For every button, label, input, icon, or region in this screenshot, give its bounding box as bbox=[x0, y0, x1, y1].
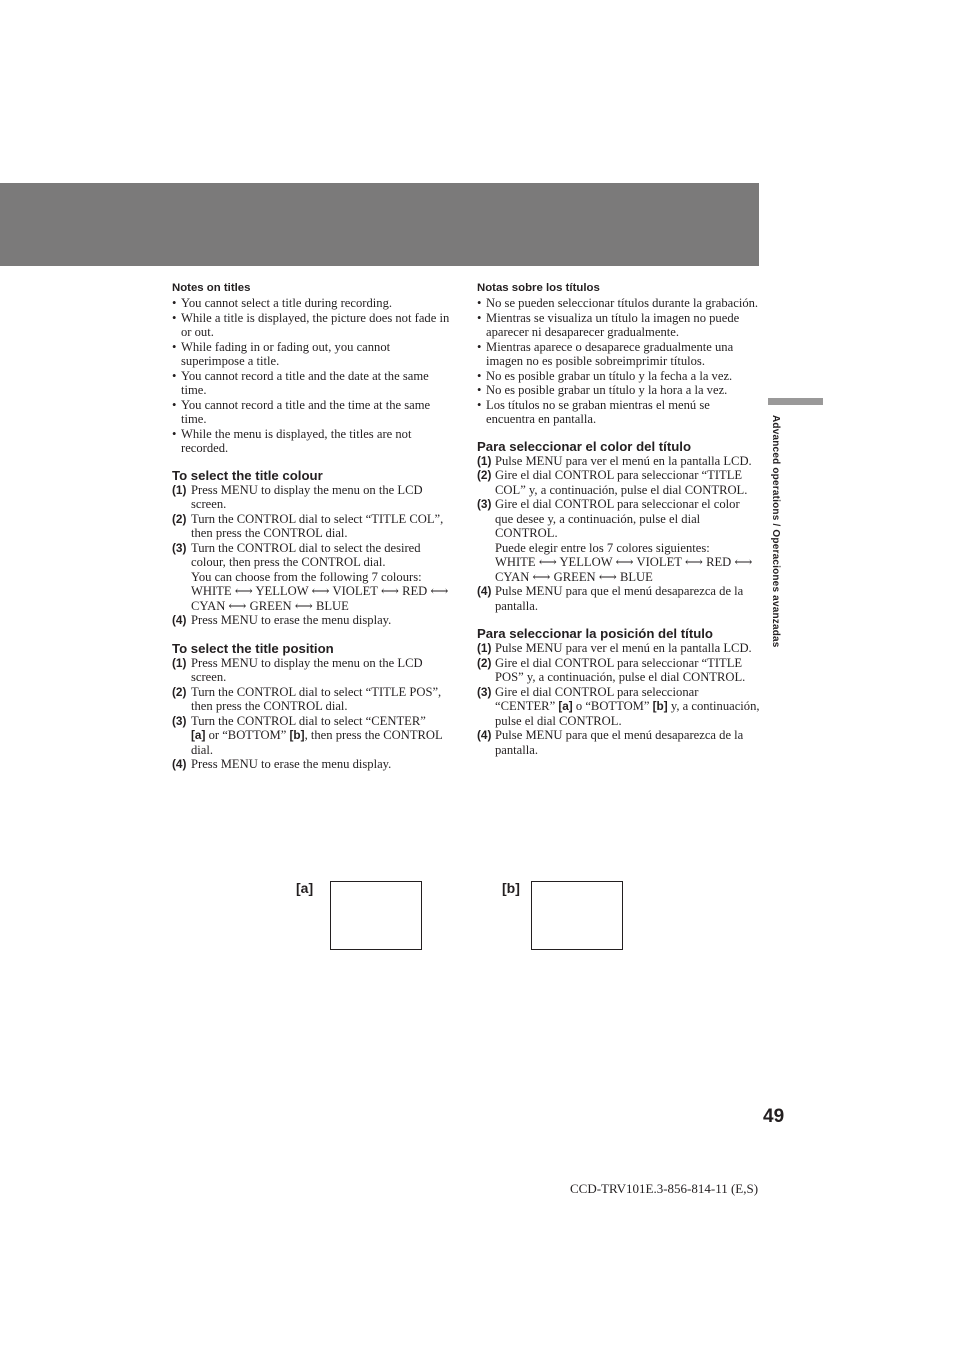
note-item: • You cannot select a title during recording. bbox=[172, 296, 454, 311]
step-number: (3) bbox=[172, 540, 187, 555]
step-text: y, a continuación, pulse el dial CONTROL. bbox=[495, 699, 760, 728]
position-steps bbox=[172, 656, 454, 772]
position-section-title: To select the title position bbox=[172, 640, 334, 656]
step-item bbox=[172, 613, 454, 628]
step-text: Gire el dial CONTROL para seleccionar el color que desee y, a continuación, pulse el dial CONTROL. bbox=[495, 497, 740, 540]
step-extra: Puede elegir entre los 7 colores siguientes: bbox=[495, 540, 710, 555]
note-item: • No es posible grabar un título y la fecha a la vez. bbox=[477, 369, 760, 384]
step-text: Pulse MENU para ver el menú en la pantalla LCD. bbox=[495, 641, 752, 655]
figure-ref-b: [b] bbox=[289, 728, 305, 742]
step-text: Press MENU to erase the menu display. bbox=[191, 613, 392, 627]
step-item bbox=[477, 728, 760, 757]
step-item bbox=[477, 454, 760, 469]
step-item bbox=[477, 656, 760, 685]
note-item: • While the menu is displayed, the titles are not recorded. bbox=[172, 427, 454, 456]
step-text: Press MENU to display the menu on the LCD screen. bbox=[191, 482, 423, 511]
step-text: Gire el dial CONTROL para seleccionar “TITLE COL” y, a continuación, pulse el dial CONTROL. bbox=[495, 468, 748, 497]
notes-list bbox=[477, 296, 760, 427]
step-number: (2) bbox=[477, 468, 492, 482]
step-number: (2) bbox=[172, 684, 187, 699]
step-number: (3) bbox=[172, 713, 187, 728]
step-text: Pulse MENU para ver el menú en la pantalla LCD. bbox=[495, 453, 752, 468]
spanish-column bbox=[477, 282, 760, 757]
note-item: • While a title is displayed, the picture does not fade in or out. bbox=[172, 311, 454, 340]
step-item bbox=[172, 483, 454, 512]
figure-a-screen bbox=[330, 881, 422, 950]
notes-title: Notes on titles bbox=[172, 282, 251, 294]
figure-ref-b: [b] bbox=[652, 699, 668, 713]
step-text: Gire el dial CONTROL para seleccionar “TITLE POS” y, a continuación, pulse el dial CONTROL. bbox=[495, 655, 746, 684]
colour-sequence: WHITE ⟷ YELLOW ⟷ VIOLET ⟷ RED ⟷ CYAN ⟷ GREEN ⟷ BLUE bbox=[191, 584, 449, 613]
step-text-continued bbox=[191, 728, 454, 757]
step-item bbox=[477, 685, 760, 729]
note-item: • Los títulos no se graban mientras el menú se encuentra en pantalla. bbox=[477, 398, 760, 427]
step-item bbox=[477, 468, 760, 497]
step-number: (1) bbox=[477, 453, 492, 468]
step-item bbox=[172, 541, 454, 614]
notes-list bbox=[172, 296, 454, 456]
step-item bbox=[477, 497, 760, 584]
colour-sequence: WHITE ⟷ YELLOW ⟷ VIOLET ⟷ RED ⟷ CYAN ⟷ GREEN ⟷ BLUE bbox=[495, 555, 753, 584]
step-item bbox=[172, 714, 454, 758]
notes-title: Notas sobre los títulos bbox=[477, 282, 600, 294]
position-steps bbox=[477, 641, 760, 757]
step-text: Turn the CONTROL dial to select “TITLE COL”, then press the CONTROL dial. bbox=[191, 511, 444, 540]
step-text: Turn the CONTROL dial to select the desired colour, then press the CONTROL dial. bbox=[191, 540, 421, 569]
step-item bbox=[172, 685, 454, 714]
figure-b-label: [b] bbox=[502, 880, 520, 896]
side-tab-label: Advanced operations / Operaciones avanzadas bbox=[770, 415, 781, 648]
step-extra: You can choose from the following 7 colours: bbox=[191, 569, 422, 584]
note-item: • While fading in or fading out, you cannot superimpose a title. bbox=[172, 340, 454, 369]
step-number: (4) bbox=[172, 613, 187, 627]
figure-a-label: [a] bbox=[296, 880, 314, 896]
step-text: or “BOTTOM” bbox=[205, 728, 290, 742]
step-item bbox=[172, 656, 454, 685]
step-number: (1) bbox=[172, 482, 187, 497]
step-number: (4) bbox=[172, 757, 187, 771]
colour-steps bbox=[477, 454, 760, 614]
step-item bbox=[477, 584, 760, 613]
figure-b-screen bbox=[531, 881, 623, 950]
step-number: (2) bbox=[172, 511, 187, 526]
page-number: 49 bbox=[763, 1106, 785, 1127]
step-number: (3) bbox=[477, 684, 492, 699]
step-item bbox=[477, 641, 760, 656]
note-item: • You cannot record a title and the time at the same time. bbox=[172, 398, 454, 427]
step-text: Pulse MENU para que el menú desaparezca de la pantalla. bbox=[495, 584, 744, 613]
position-section-title: Para seleccionar la posición del título bbox=[477, 626, 713, 641]
step-text: Gire el dial CONTROL para seleccionar “CENTER” bbox=[495, 684, 699, 713]
step-text: Pulse MENU para que el menú desaparezca de la pantalla. bbox=[495, 728, 744, 757]
step-number: (2) bbox=[477, 655, 492, 670]
english-column bbox=[172, 282, 454, 772]
step-number: (3) bbox=[477, 497, 492, 511]
note-item: • No se pueden seleccionar títulos durante la grabación. bbox=[477, 296, 760, 311]
step-number: (4) bbox=[477, 728, 492, 742]
footer-code: CCD-TRV101E.3-856-814-11 (E,S) bbox=[570, 1181, 759, 1196]
step-text: Press MENU to erase the menu display. bbox=[191, 757, 392, 771]
step-number: (1) bbox=[172, 655, 187, 670]
step-text: Turn the CONTROL dial to select “CENTER” bbox=[191, 713, 426, 728]
side-tab-bar bbox=[768, 398, 823, 405]
note-item: • Mientras aparece o desaparece gradualmente una imagen no es posible sobreimprimir títulos. bbox=[477, 340, 760, 369]
figure-ref-a: [a] bbox=[191, 728, 206, 742]
step-text: Turn the CONTROL dial to select “TITLE POS”, then press the CONTROL dial. bbox=[191, 684, 442, 713]
step-number: (4) bbox=[477, 584, 492, 598]
colour-section-title: Para seleccionar el color del título bbox=[477, 438, 692, 454]
header-band bbox=[0, 183, 759, 266]
note-item: • You cannot record a title and the date at the same time. bbox=[172, 369, 454, 398]
note-item: • Mientras se visualiza un título la imagen no puede aparecer ni desaparecer gradualmente. bbox=[477, 311, 760, 340]
note-item: • No es posible grabar un título y la hora a la vez. bbox=[477, 383, 760, 398]
colour-section-title: To select the title colour bbox=[172, 467, 323, 483]
step-text: , then press the CONTROL dial. bbox=[191, 728, 443, 757]
step-text: Press MENU to display the menu on the LCD screen. bbox=[191, 655, 423, 684]
step-text: o “BOTTOM” bbox=[572, 699, 653, 713]
colour-steps bbox=[172, 483, 454, 628]
figure-ref-a: [a] bbox=[558, 699, 573, 713]
step-number: (1) bbox=[477, 641, 492, 655]
step-item bbox=[172, 757, 454, 772]
step-item bbox=[172, 512, 454, 541]
